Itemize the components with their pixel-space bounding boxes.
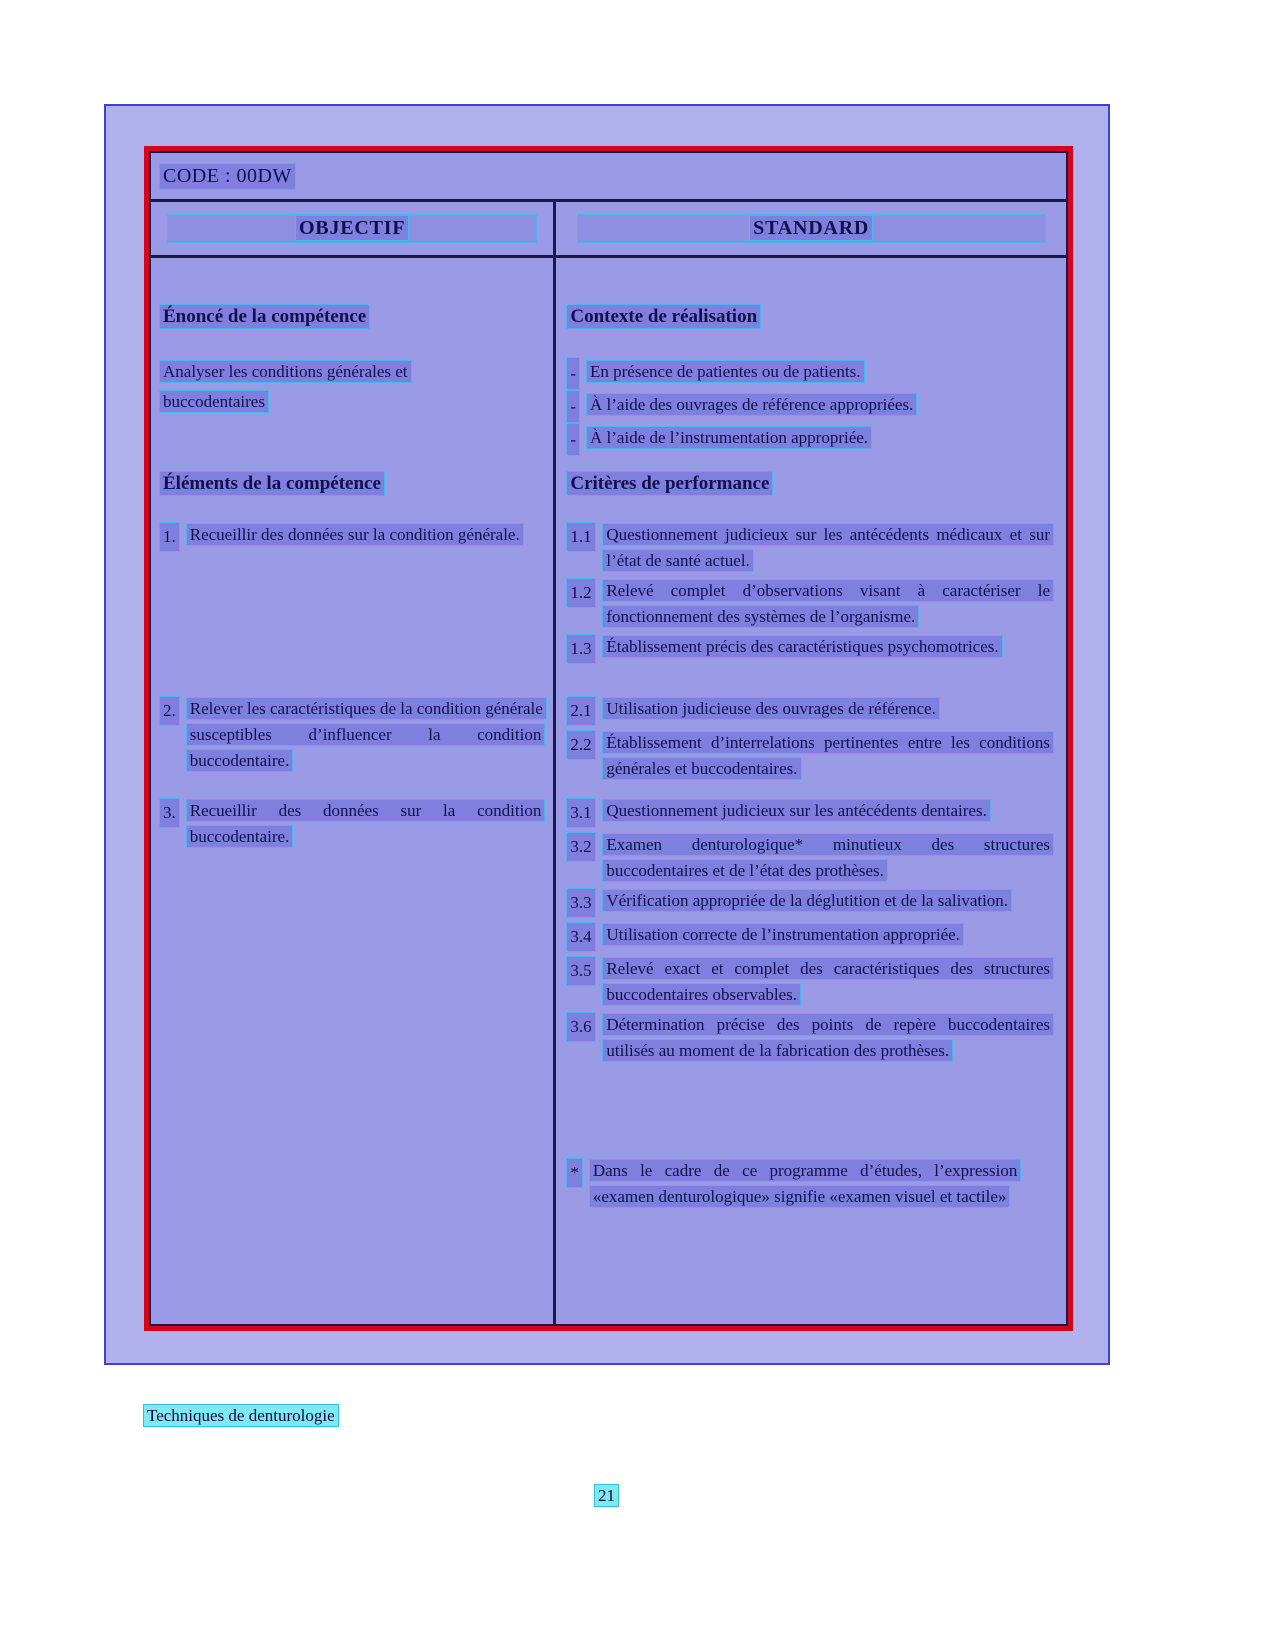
contexte-item-1	[566, 357, 1054, 390]
objectif-header-box	[167, 214, 537, 243]
objectif-item-3	[159, 798, 545, 850]
standard-column	[556, 258, 1066, 1324]
criterion-3-5	[566, 956, 1054, 1008]
page-number	[594, 1486, 619, 1506]
criterion-number: 1.1	[566, 522, 596, 552]
table-body	[151, 258, 1066, 1324]
competence-statement-text: Analyser les conditions générales et buccodentaires	[159, 360, 412, 413]
standard-header-box	[577, 214, 1046, 243]
criterion-text: Détermination précise des points de repère buccodentaires utilisés au moment de la fabrication des prothèses.	[602, 1013, 1054, 1062]
objectif-item-1	[159, 522, 545, 552]
criterion-number: 3.3	[566, 888, 596, 918]
contexte-item-2	[566, 390, 1054, 423]
criterion-text: Établissement précis des caractéristiques psychomotrices.	[602, 635, 1002, 658]
contexte-list	[566, 357, 1054, 456]
criterion-number: 1.2	[566, 578, 596, 608]
objectif-column	[151, 258, 556, 1324]
footnote-text: Dans le cadre de ce programme d’études, l’expression «examen denturologique» signifie «examen visuel et tactile»	[589, 1159, 1022, 1208]
code-label: CODE : 00DW	[159, 163, 296, 190]
criteria-group-2	[566, 696, 1054, 786]
objectif-header-cell	[151, 202, 556, 255]
column-header-row	[151, 202, 1066, 258]
heading-criteres-performance	[566, 471, 773, 497]
criterion-text: Examen denturologique* minutieux des structures buccodentaires et de l’état des prothèses.	[602, 833, 1054, 882]
heading-criteres-text: Critères de performance	[566, 471, 773, 496]
bullet-dash: -	[566, 390, 580, 423]
footnote	[566, 1158, 1021, 1210]
footer-title-text: Techniques de denturologie	[143, 1404, 339, 1427]
heading-elements-text: Éléments de la compétence	[159, 471, 385, 496]
competency-table-inner	[149, 151, 1068, 1326]
heading-contexte-text: Contexte de réalisation	[566, 304, 761, 329]
criterion-text: Relevé exact et complet des caractéristiques des structures buccodentaires observables.	[602, 957, 1054, 1006]
item-text: Recueillir des données sur la condition buccodentaire.	[186, 799, 546, 848]
criterion-text: Utilisation correcte de l’instrumentation appropriée.	[602, 923, 964, 946]
criterion-text: Questionnement judicieux sur les antécédents médicaux et sur l’état de santé actuel.	[602, 523, 1054, 572]
criterion-2-1	[566, 696, 1054, 726]
criterion-3-2	[566, 832, 1054, 884]
criterion-3-3	[566, 888, 1054, 918]
content-frame	[104, 104, 1110, 1365]
criterion-text: Utilisation judicieuse des ouvrages de référence.	[602, 697, 939, 720]
competency-table	[144, 146, 1073, 1331]
criteria-group-1	[566, 522, 1054, 668]
contexte-item-3	[566, 423, 1054, 456]
objectif-header-label: OBJECTIF	[295, 215, 409, 241]
item-number: 2.	[159, 696, 180, 726]
criterion-number: 3.5	[566, 956, 596, 986]
contexte-text: En présence de patientes ou de patients.	[586, 360, 864, 383]
criterion-2-2	[566, 730, 1054, 782]
item-number: 1.	[159, 522, 180, 552]
criteria-group-3	[566, 798, 1054, 1068]
footnote-asterisk: *	[566, 1158, 583, 1188]
criterion-text: Questionnement judicieux sur les antécédents dentaires.	[602, 799, 991, 822]
heading-enonce-competence	[159, 304, 370, 330]
criterion-number: 3.1	[566, 798, 596, 828]
standard-header-cell	[556, 202, 1066, 255]
heading-enonce-text: Énoncé de la compétence	[159, 304, 370, 329]
criterion-1-3	[566, 634, 1054, 664]
contexte-text: À l’aide des ouvrages de référence appropriées.	[586, 393, 917, 416]
criterion-number: 2.1	[566, 696, 596, 726]
item-text: Recueillir des données sur la condition générale.	[186, 523, 524, 546]
criterion-number: 3.4	[566, 922, 596, 952]
standard-header-label: STANDARD	[749, 215, 873, 241]
bullet-dash: -	[566, 357, 580, 390]
criterion-number: 3.2	[566, 832, 596, 862]
criterion-1-2	[566, 578, 1054, 630]
criterion-3-1	[566, 798, 1054, 828]
criterion-3-6	[566, 1012, 1054, 1064]
competence-statement	[159, 357, 504, 417]
contexte-text: À l’aide de l’instrumentation appropriée.	[586, 426, 872, 449]
page-number-text: 21	[594, 1484, 619, 1507]
criterion-number: 3.6	[566, 1012, 596, 1042]
bullet-dash: -	[566, 423, 580, 456]
heading-elements-competence	[159, 471, 385, 497]
criterion-text: Vérification appropriée de la déglutition et de la salivation.	[602, 889, 1012, 912]
criterion-1-1	[566, 522, 1054, 574]
code-row	[151, 153, 1066, 202]
criterion-number: 1.3	[566, 634, 596, 664]
criterion-text: Établissement d’interrelations pertinentes entre les conditions générales et buccodentaires.	[602, 731, 1054, 780]
heading-contexte-realisation	[566, 304, 761, 330]
document-footer-title	[143, 1406, 339, 1426]
criterion-number: 2.2	[566, 730, 596, 760]
criterion-text: Relevé complet d’observations visant à caractériser le fonctionnement des systèmes de l’organisme.	[602, 579, 1054, 628]
item-text: Relever les caractéristiques de la condition générale susceptibles d’influencer la condition buccodentaire.	[186, 697, 547, 772]
objectif-item-2	[159, 696, 545, 774]
criterion-3-4	[566, 922, 1054, 952]
item-number: 3.	[159, 798, 180, 828]
